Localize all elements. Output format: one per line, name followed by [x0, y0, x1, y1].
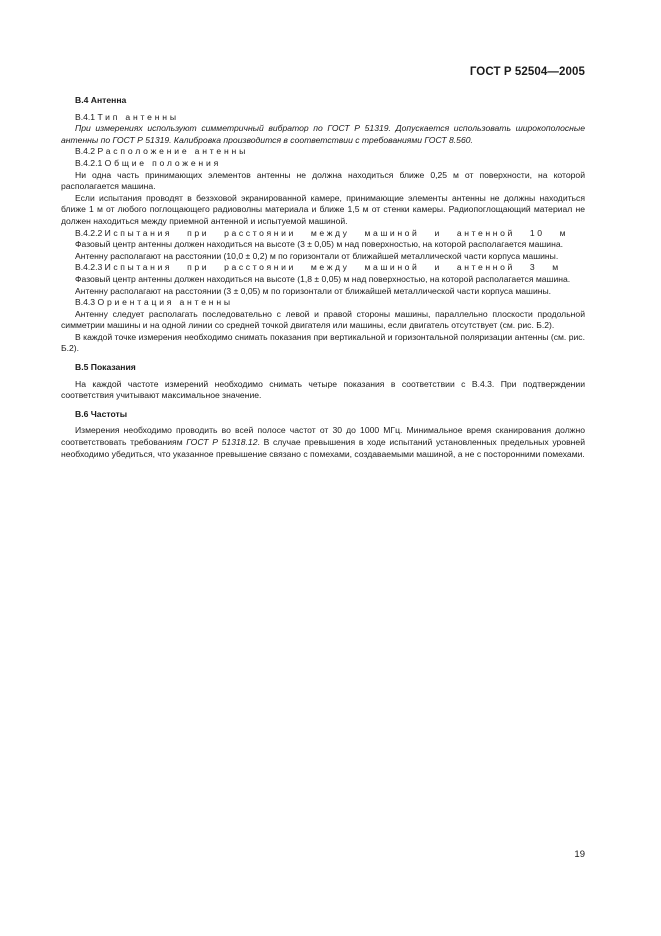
subsection-title-b41	[61, 112, 585, 124]
paragraph-b43-2: В каждой точке измерения необходимо снимать показания при вертикальной и горизонтальной поляризации антенны (см. рис. Б.2).	[61, 331, 585, 354]
subsection-title-b43	[61, 297, 585, 309]
paragraph-b43-1: Антенну следует располагать последовательно с левой и правой стороны машины, параллельно плоскости продольной симметрии машины и на одной линии со средней точкой двигателя или машины, если двигатель отсутствует (см. рис. Б.2).	[61, 308, 585, 331]
section-heading-b6: В.6 Частоты	[75, 408, 128, 419]
subsection-number: В.4.2	[75, 146, 96, 157]
section-heading-b4: В.4 Антенна	[75, 95, 127, 105]
paragraph-b41: При измерениях используют симметричный вибратор по ГОСТ Р 51319. Допускается использовать широкополосные антенны по ГОСТ Р 51319. Калибровка производится в соответствии с требованиями ГОСТ 8.560.	[61, 123, 585, 145]
paragraph-b423-1: Фазовый центр антенны должен находиться на высоте (1,8 ± 0,05) м над поверхностью, на которой располагается машина.	[75, 273, 571, 284]
page-number: 19	[574, 849, 585, 860]
subsection-label: Общие положения	[104, 157, 222, 168]
subsection-label: Тип антенны	[97, 111, 179, 122]
document-body	[61, 95, 585, 460]
paragraph-b6	[61, 425, 585, 460]
paragraph-b422-1: Фазовый центр антенны должен находиться на высоте (3 ± 0,05) м над поверхностью, на которой располагается машина.	[75, 239, 563, 250]
paragraph-b6-part-b: . В случае превышения в ходе испытаний установленных предельных уровней необходимо убедиться, что указанное превышение связано с помехами, создаваемыми машиной, а не с посторонними помехами.	[61, 437, 585, 459]
subsection-title-b421	[61, 158, 585, 170]
paragraph-b421-1: Ни одна часть принимающих элементов антенны не должна находиться ближе 0,25 м от поверхности, на которой располагается машина.	[61, 169, 585, 192]
paragraph-b6-part-a: Измерения необходимо проводить во всей полосе частот от 30 до 1000 МГц. Минимальное время сканирования должно соответствовать требованиям	[61, 425, 585, 448]
subsection-label: Испытания при расстоянии между машиной и антенной 3 м	[104, 262, 561, 273]
paragraph-b421-2: Если испытания проводят в безэховой экранированной камере, принимающие элементы антенны не должны находиться ближе 1 м от любого поглощающего радиоволны материала и ближе 1,5 м от стенки камеры. Радиопоглощающий материал не должен находиться между приемной антенной и испытуемой машиной.	[61, 192, 585, 226]
subsection-title-b42	[61, 146, 585, 158]
subsection-number: В.4.2.1	[75, 157, 103, 168]
subsection-number: В.4.1	[75, 111, 96, 122]
subsection-number: В.4.2.2	[75, 227, 103, 238]
subsection-label: Ориентация антенны	[97, 297, 233, 308]
subsection-label: Испытания при расстоянии между машиной и антенной 10 м	[104, 227, 569, 238]
standard-reference: ГОСТ Р 51318.12	[186, 437, 258, 448]
section-heading-b5: В.5 Показания	[75, 362, 136, 373]
document-header: ГОСТ Р 52504—2005	[469, 66, 585, 78]
subsection-number: В.4.3	[75, 297, 96, 308]
subsection-label: Расположение антенны	[97, 146, 249, 157]
subsection-title-b422	[61, 228, 585, 240]
subsection-number: В.4.2.3	[75, 262, 103, 273]
paragraph-b5: На каждой частоте измерений необходимо снимать четыре показания в соответствии с В.4.3. При подтверждении соответствия учитывают максимальное значение.	[61, 378, 585, 401]
subsection-title-b423	[61, 262, 585, 274]
paragraph-b423-2: Антенну располагают на расстоянии (3 ± 0,05) м по горизонтали от ближайшей металлической части корпуса машины.	[75, 285, 552, 296]
paragraph-b422-2: Антенну располагают на расстоянии (10,0 ± 0,2) м по горизонтали от ближайшей металлической части корпуса машины.	[75, 250, 559, 261]
